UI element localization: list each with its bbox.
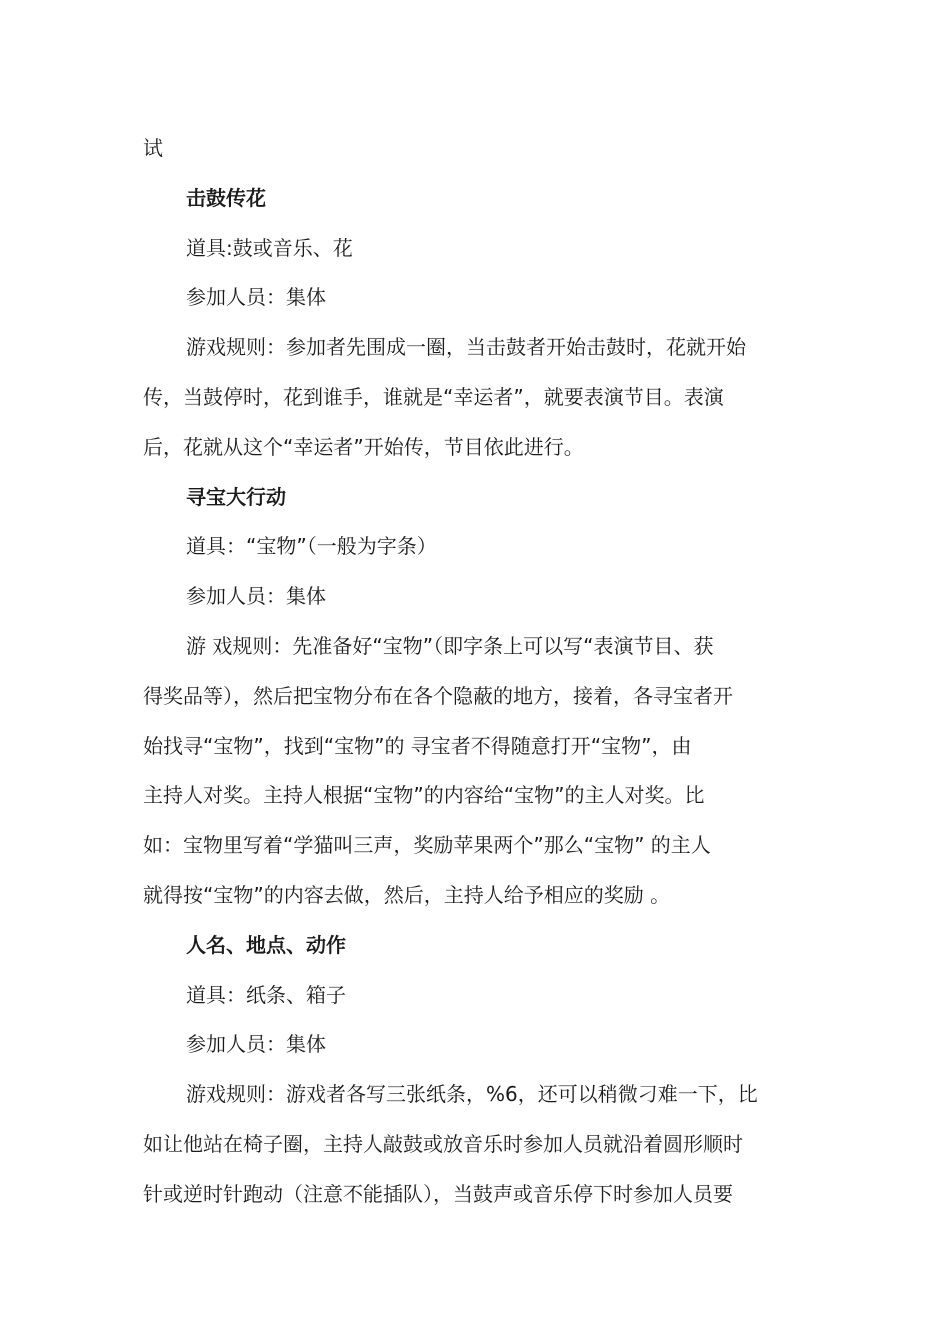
props-line: 道具:鼓或音乐、花 [186, 235, 353, 260]
participants-line: 参加人员：集体 [186, 584, 326, 609]
rules-line: 如让他站在椅子圈，主持人敲鼓或放音乐时参加人员就沿着圆形顺时 [143, 1131, 743, 1156]
rules-line: 游 戏规则：先准备好“宝物”（即字条上可以写“表演节目、获 [186, 633, 714, 658]
rules-line: 游戏规则：游戏者各写三张纸条，%6，还可以稍微刁难一下，比 [186, 1082, 758, 1107]
rules-line: 游戏规则：参加者先围成一圈，当击鼓者开始击鼓时，花就开始 [186, 335, 746, 360]
participants-line: 参加人员：集体 [186, 1032, 326, 1057]
rules-line: 得奖品等），然后把宝物分布在各个隐蔽的地方，接着，各寻宝者开 [143, 683, 733, 708]
rules-line: 后，花就从这个“幸运者”开始传，节目依此进行。 [143, 434, 584, 459]
props-line: 道具：纸条、箱子 [186, 982, 346, 1007]
rules-line: 主持人对奖。主持人根据“宝物”的内容给“宝物”的主人对奖。比 [143, 783, 705, 808]
props-line: 道具：“宝物”（一般为字条） [186, 534, 437, 559]
rules-line: 传，当鼓停时，花到谁手，谁就是“幸运者”，就要表演节目。表演 [143, 384, 724, 409]
section-heading-treasure-hunt: 寻宝大行动 [186, 484, 286, 509]
text-line-fragment: 试 [143, 136, 163, 160]
rules-line: 就得按“宝物”的内容去做，然后，主持人给予相应的奖励 。 [143, 882, 671, 907]
document-page [143, 124, 805, 1220]
rules-line: 针或逆时针跑动（注意不能插队），当鼓声或音乐停下时参加人员要 [143, 1181, 733, 1206]
rules-line: 始找寻“宝物”，找到“宝物”的 寻宝者不得随意打开“宝物”，由 [143, 733, 692, 758]
section-heading-name-place-action: 人名、地点、动作 [186, 932, 346, 957]
section-heading-drum-flower: 击鼓传花 [186, 185, 266, 210]
rules-line: 如：宝物里写着“学猫叫三声，奖励苹果两个”那么“宝物” 的主人 [143, 833, 711, 858]
participants-line: 参加人员：集体 [186, 285, 326, 310]
